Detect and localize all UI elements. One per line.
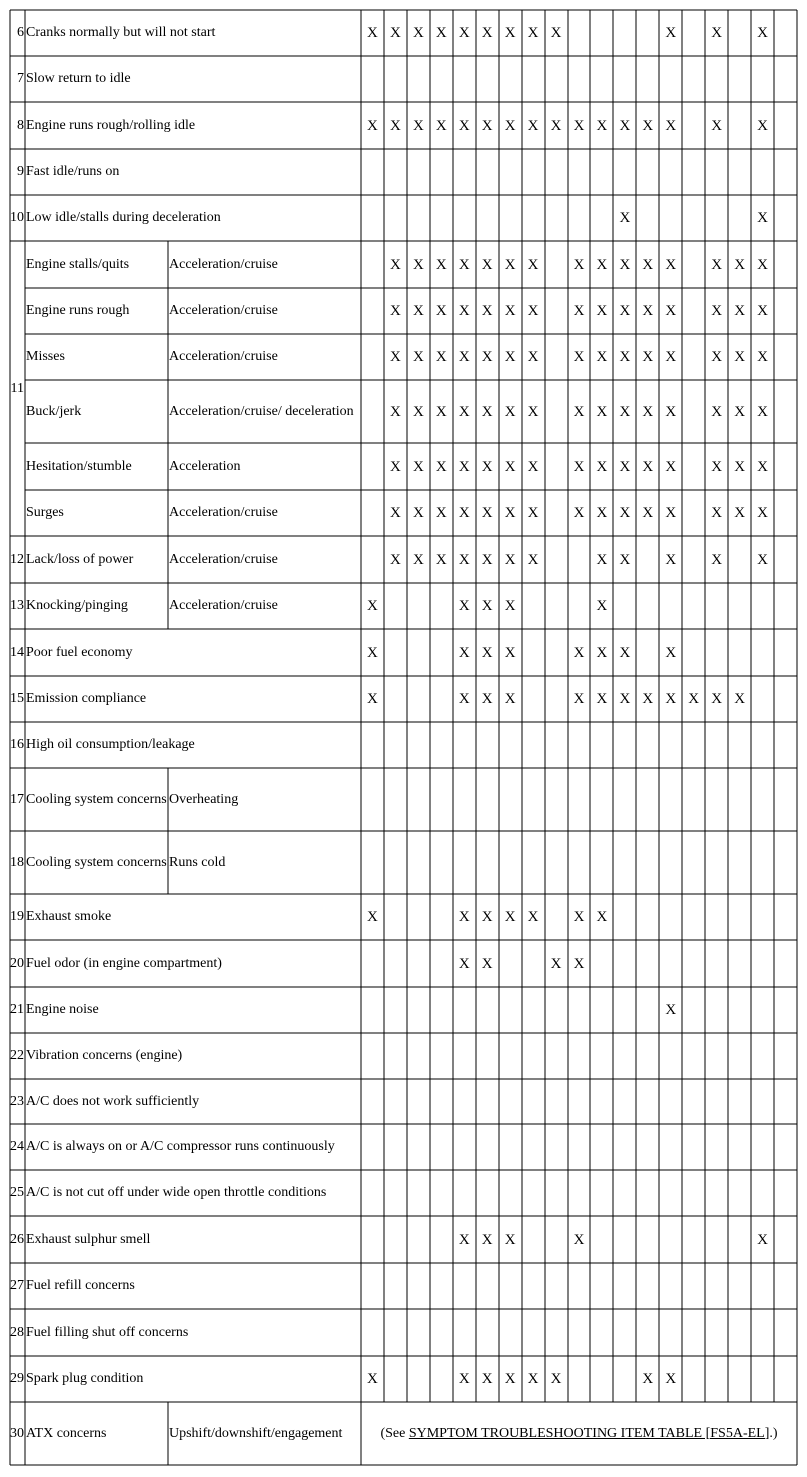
symptom-mark-x: X [435,256,447,273]
row-number: 13 [10,598,24,613]
symptom-mark-x: X [458,598,470,614]
symptom-mark-x: X [527,551,539,568]
symptom-mark-x: X [596,505,608,521]
symptom-label: Cooling system concerns [26,791,167,807]
symptom-mark-x: X [757,117,768,134]
symptom-mark-x: X [412,551,424,568]
symptom-mark-x: X [458,1371,470,1387]
symptom-mark-x: X [481,551,493,568]
symptom-mark-x: X [642,349,654,365]
symptom-mark-x: X [481,349,493,365]
symptom-mark-x: X [711,25,723,41]
symptom-mark-x: X [367,117,378,134]
symptom-mark-x: X [596,403,608,420]
symptom-mark-x: X [527,909,539,925]
symptom-label: Fuel filling shut off concerns [26,1324,189,1340]
symptom-mark-x: X [711,691,723,707]
symptom-mark-x: X [527,1371,539,1387]
symptom-mark-x: X [389,256,401,273]
symptom-mark-x: X [458,303,470,319]
symptom-label: Cranks normally but will not start [26,25,216,40]
symptom-label: Emission compliance [26,691,147,706]
symptom-mark-x: X [665,25,677,41]
symptom-mark-x: X [665,1002,677,1018]
note-suffix: .) [769,1425,778,1441]
symptom-mark-x: X [527,349,539,365]
symptom-label: ATX concerns [26,1425,107,1441]
symptom-mark-x: X [711,458,723,475]
symptom-label: Lack/loss of power [26,551,134,567]
symptom-mark-x: X [550,117,562,134]
row-number: 18 [10,854,24,870]
symptom-mark-x: X [573,644,585,661]
symptom-mark-x: X [665,117,677,134]
symptom-mark-x: X [573,349,585,365]
symptom-mark-x: X [481,303,493,319]
row-number: 17 [10,791,24,807]
symptom-mark-x: X [665,644,677,661]
symptom-mark-x: X [412,117,424,134]
symptom-mark-x: X [389,403,401,420]
symptom-mark-x: X [596,458,608,475]
symptom-mark-x: X [458,403,470,420]
symptom-mark-x: X [481,505,493,521]
symptom-mark-x: X [734,458,746,475]
symptom-mark-x: X [458,909,470,925]
symptom-mark-x: X [757,403,768,420]
row-number: 16 [10,737,24,752]
symptom-mark-x: X [619,256,631,273]
condition-label: Acceleration/cruise [169,303,278,318]
row-number: 10 [10,210,24,225]
note-prefix: (See [380,1425,409,1441]
symptom-mark-x: X [711,505,723,521]
symptom-mark-x: X [481,644,493,661]
symptom-mark-x: X [389,117,401,134]
symptom-mark-x: X [688,691,700,707]
symptom-label: Fuel odor (in engine compartment) [26,955,222,971]
symptom-mark-x: X [596,256,608,273]
symptom-label: Engine runs rough/rolling idle [26,117,196,133]
row-number: 25 [10,1185,24,1200]
symptom-mark-x: X [734,256,746,273]
symptom-mark-x: X [458,644,470,661]
symptom-mark-x: X [596,551,608,568]
symptom-label: Knocking/pinging [26,598,128,613]
symptom-label: A/C is always on or A/C compressor runs continuously [26,1139,335,1154]
symptom-mark-x: X [504,644,516,661]
symptom-label: Engine noise [26,1002,99,1017]
symptom-mark-x: X [458,691,470,707]
symptom-mark-x: X [573,117,585,134]
symptom-mark-x: X [412,256,424,273]
symptom-mark-x: X [642,1371,654,1387]
symptom-label: Fast idle/runs on [26,164,120,179]
symptom-mark-x: X [527,256,539,273]
row-number: 7 [17,71,24,86]
symptom-mark-x: X [481,909,493,925]
symptom-mark-x: X [481,117,493,134]
symptom-mark-x: X [458,1231,470,1248]
condition-label: Runs cold [169,854,226,870]
symptom-label: Engine stalls/quits [26,256,130,272]
symptom-mark-x: X [481,25,493,41]
symptom-mark-x: X [504,458,516,475]
symptom-mark-x: X [573,955,585,972]
symptom-mark-x: X [412,458,424,475]
symptom-mark-x: X [757,25,768,41]
symptom-label: Exhaust sulphur smell [26,1231,151,1247]
symptom-mark-x: X [711,349,723,365]
symptom-mark-x: X [527,505,539,521]
reference-note [361,1402,797,1465]
symptom-mark-x: X [435,505,447,521]
symptom-mark-x: X [389,458,401,475]
symptom-mark-x: X [550,1371,562,1387]
symptom-mark-x: X [642,458,654,475]
row-number: 6 [17,25,24,40]
symptom-mark-x: X [734,349,746,365]
symptom-mark-x: X [573,691,585,707]
row-number: 23 [10,1093,24,1109]
symptom-mark-x: X [757,256,768,273]
symptom-label: Low idle/stalls during deceleration [26,210,221,225]
symptom-mark-x: X [596,598,608,614]
symptom-mark-x: X [619,117,631,134]
row-number: 22 [10,1048,24,1063]
symptom-mark-x: X [389,551,401,568]
row-number: 19 [10,909,24,924]
condition-label: Acceleration/cruise/ deceleration [169,403,354,419]
symptom-mark-x: X [389,303,401,319]
symptom-label: Exhaust smoke [26,909,112,924]
symptom-mark-x: X [619,505,631,521]
row-number: 28 [10,1324,24,1340]
symptom-mark-x: X [596,691,608,707]
symptom-mark-x: X [481,1371,493,1387]
symptom-mark-x: X [504,117,516,134]
symptom-mark-x: X [665,505,677,521]
symptom-mark-x: X [573,256,585,273]
symptom-mark-x: X [504,1231,516,1248]
symptom-mark-x: X [458,25,470,41]
symptom-mark-x: X [596,303,608,319]
symptom-mark-x: X [619,691,631,707]
symptom-mark-x: X [734,505,746,521]
symptom-mark-x: X [619,210,631,226]
symptom-mark-x: X [481,1231,493,1248]
symptom-mark-x: X [435,117,447,134]
symptom-label: Slow return to idle [26,71,131,86]
row-number: 20 [10,955,24,971]
row-number: 21 [10,1002,24,1017]
symptom-mark-x: X [619,403,631,420]
symptom-label: A/C does not work sufficiently [26,1093,200,1109]
symptom-mark-x: X [504,256,516,273]
symptom-mark-x: X [412,25,424,41]
symptom-troubleshooting-link[interactable]: SYMPTOM TROUBLESHOOTING ITEM TABLE [FS5A-EL] [408,1425,770,1441]
symptom-label: High oil consumption/leakage [26,737,195,752]
symptom-mark-x: X [435,458,447,475]
symptom-mark-x: X [757,505,768,521]
symptom-mark-x: X [504,349,516,365]
symptom-mark-x: X [389,349,401,365]
condition-label: Acceleration/cruise [169,598,278,613]
symptom-label: Vibration concerns (engine) [26,1048,183,1063]
symptom-mark-x: X [642,691,654,707]
symptom-mark-x: X [527,303,539,319]
symptom-mark-x: X [504,1371,516,1387]
symptom-mark-x: X [458,955,470,972]
symptom-mark-x: X [435,303,447,319]
symptom-mark-x: X [573,1231,585,1248]
symptom-mark-x: X [711,256,723,273]
symptom-mark-x: X [665,303,677,319]
symptom-mark-x: X [481,598,493,614]
symptom-mark-x: X [573,909,585,925]
symptom-mark-x: X [619,349,631,365]
symptom-mark-x: X [619,303,631,319]
symptom-mark-x: X [573,505,585,521]
condition-label: Acceleration/cruise [169,349,278,364]
symptom-mark-x: X [367,644,378,661]
symptom-mark-x: X [481,955,493,972]
symptom-mark-x: X [550,955,562,972]
symptom-label: Cooling system concerns [26,854,167,870]
condition-label: Acceleration/cruise [169,551,278,567]
symptom-mark-x: X [367,25,378,41]
symptom-mark-x: X [367,1371,378,1387]
symptom-mark-x: X [665,256,677,273]
row-number: 14 [10,644,24,660]
symptom-label: Engine runs rough [26,303,130,318]
row-number: 9 [17,164,24,179]
symptom-mark-x: X [481,691,493,707]
symptom-mark-x: X [757,458,768,475]
symptom-mark-x: X [504,25,516,41]
symptom-mark-x: X [412,505,424,521]
symptom-mark-x: X [665,551,677,568]
symptom-label: Spark plug condition [26,1371,144,1386]
symptom-mark-x: X [389,25,401,41]
symptom-mark-x: X [619,551,631,568]
symptom-mark-x: X [458,349,470,365]
symptom-mark-x: X [504,303,516,319]
row-number: 27 [10,1278,24,1293]
row-number: 15 [10,691,24,706]
symptom-mark-x: X [527,403,539,420]
symptom-mark-x: X [527,117,539,134]
symptom-mark-x: X [458,458,470,475]
row-number: 29 [10,1371,24,1386]
condition-label: Acceleration/cruise [169,505,278,520]
symptom-mark-x: X [412,303,424,319]
symptom-mark-x: X [504,403,516,420]
symptom-mark-x: X [504,505,516,521]
symptom-mark-x: X [435,403,447,420]
symptom-mark-x: X [642,505,654,521]
symptom-mark-x: X [435,349,447,365]
symptom-mark-x: X [665,458,677,475]
symptom-mark-x: X [734,403,746,420]
symptom-mark-x: X [596,909,608,925]
symptom-mark-x: X [619,644,631,661]
symptom-mark-x: X [711,303,723,319]
symptom-label: Hesitation/stumble [26,458,132,474]
row-number: 30 [10,1425,24,1441]
symptom-mark-x: X [412,349,424,365]
row-number: 24 [10,1139,24,1154]
symptom-label: Fuel refill concerns [26,1278,135,1293]
symptom-mark-x: X [711,551,723,568]
symptom-label: Buck/jerk [26,403,82,419]
row-number: 12 [10,551,24,567]
symptom-mark-x: X [757,551,768,568]
symptom-mark-x: X [711,403,723,420]
symptom-mark-x: X [481,458,493,475]
symptom-mark-x: X [757,303,768,319]
symptom-mark-x: X [504,691,516,707]
symptom-mark-x: X [596,644,608,661]
symptom-mark-x: X [504,598,516,614]
condition-label: Acceleration/cruise [169,256,278,272]
symptom-label: Poor fuel economy [26,644,133,660]
symptom-mark-x: X [711,117,723,134]
condition-label: Acceleration [169,458,241,474]
symptom-mark-x: X [367,691,378,707]
condition-label: Upshift/downshift/engagement [169,1425,343,1441]
symptom-mark-x: X [757,210,768,226]
symptom-mark-x: X [458,117,470,134]
symptom-mark-x: X [665,1371,677,1387]
symptom-mark-x: X [642,117,654,134]
symptom-mark-x: X [642,403,654,420]
row-number: 11 [10,380,24,396]
symptom-mark-x: X [435,25,447,41]
symptom-mark-x: X [481,256,493,273]
symptom-mark-x: X [435,551,447,568]
symptom-mark-x: X [458,256,470,273]
symptom-mark-x: X [367,909,378,925]
symptom-label: Misses [26,349,65,364]
symptom-mark-x: X [504,909,516,925]
symptom-mark-x: X [757,1231,768,1248]
symptom-mark-x: X [642,256,654,273]
symptom-mark-x: X [481,403,493,420]
symptom-mark-x: X [665,349,677,365]
symptom-mark-x: X [504,551,516,568]
symptom-mark-x: X [527,458,539,475]
symptom-mark-x: X [412,403,424,420]
symptom-mark-x: X [665,691,677,707]
symptom-mark-x: X [573,458,585,475]
symptom-mark-x: X [642,303,654,319]
symptom-mark-x: X [734,691,746,707]
symptom-mark-x: X [757,349,768,365]
symptom-mark-x: X [665,403,677,420]
symptom-mark-x: X [619,458,631,475]
row-number: 8 [17,117,24,133]
symptom-mark-x: X [596,349,608,365]
symptom-label: Surges [26,505,64,520]
symptom-mark-x: X [596,117,608,134]
symptom-mark-x: X [573,403,585,420]
symptom-mark-x: X [458,551,470,568]
symptom-mark-x: X [734,303,746,319]
symptom-mark-x: X [367,598,378,614]
symptom-mark-x: X [527,25,539,41]
symptom-label: A/C is not cut off under wide open throttle conditions [26,1185,327,1200]
symptom-mark-x: X [458,505,470,521]
condition-label: Overheating [169,791,239,807]
symptom-mark-x: X [573,303,585,319]
symptom-mark-x: X [389,505,401,521]
row-number: 26 [10,1231,24,1247]
reference-note-text [380,1426,777,1442]
symptom-mark-x: X [550,25,562,41]
